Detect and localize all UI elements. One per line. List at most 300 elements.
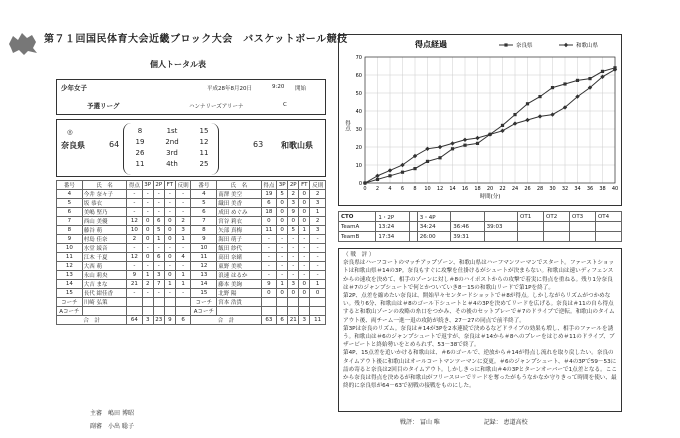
stat-cell: 10	[127, 226, 143, 235]
x-tick-label: 28	[536, 186, 544, 192]
stat-cell	[127, 307, 143, 316]
table-row	[57, 289, 326, 298]
stat-cell	[153, 298, 164, 307]
recorder-name: 恵道高校	[503, 419, 528, 426]
stat-cell: -	[288, 235, 299, 244]
legend-marker	[564, 43, 568, 47]
stat-cell: 0	[142, 226, 153, 235]
period-home-score: 11	[135, 160, 145, 168]
timeout-cell: TeamA	[339, 222, 376, 232]
data-point	[526, 102, 529, 105]
stat-cell: -	[288, 262, 299, 271]
review-paragraph: 奈良県はハーフコートのマッチアップゾーン、和歌山県はハーフマンツーマンでスタート。ファーストショットは和歌山県＃14の3P。奈良もすぐに攻撃を仕掛けるがシュートが決まらない。和歌山は速いディフェンスからの速攻を決めて、相手のゾーンに対し＃8のハイポストからの攻撃で着実に得点を重ねる。残り1分奈良は＃7のジャンプシュートで何とかついていき8－15の和歌山リードで第1Pを終了。	[343, 260, 615, 291]
y-tick-label: 40	[355, 109, 362, 115]
legend-marker	[504, 43, 507, 46]
total-cell: 6	[175, 316, 191, 325]
table-row	[57, 226, 326, 235]
stat-cell: -	[277, 244, 288, 253]
timeout-column-header	[451, 212, 484, 222]
stat-cell: 3	[310, 199, 326, 208]
stat-cell: Aコーチ	[57, 307, 83, 316]
timeout-column-header: OT2	[544, 212, 570, 222]
stat-cell: 1	[277, 280, 288, 289]
stat-cell: 7	[57, 217, 83, 226]
data-point	[538, 95, 541, 98]
stat-cell: 12	[127, 217, 143, 226]
timeout-cell	[409, 232, 417, 242]
player-name: 東野 美咲	[217, 262, 261, 271]
player-name: 宮谷 莉衣	[217, 217, 261, 226]
timeout-cell: 17:34	[376, 232, 409, 242]
timeout-cell: 39:03	[484, 222, 517, 232]
data-point	[450, 141, 454, 145]
x-tick-label: 14	[449, 186, 456, 192]
stat-cell: 0	[142, 217, 153, 226]
column-header: FT	[299, 181, 310, 190]
timeout-cell: 26:00	[417, 232, 450, 242]
stat-cell: 0	[310, 289, 326, 298]
stat-cell: -	[175, 244, 191, 253]
timeout-cell	[544, 232, 570, 242]
chart-svg	[339, 35, 623, 207]
stat-cell: -	[299, 271, 310, 280]
data-point	[425, 147, 429, 151]
stat-cell: 0	[164, 226, 175, 235]
stat-cell: 0	[288, 289, 299, 298]
stat-cell: 6	[57, 208, 83, 217]
data-point	[501, 124, 504, 127]
data-point	[438, 156, 441, 159]
stat-cell: 6	[153, 253, 164, 262]
stat-cell: 5	[57, 199, 83, 208]
stat-cell: 1	[142, 271, 153, 280]
stat-cell: 0	[277, 217, 288, 226]
column-header: 反則	[175, 181, 191, 190]
x-tick-label: 30	[549, 186, 556, 192]
period-label: 1st	[166, 127, 178, 135]
x-tick-label: 38	[599, 186, 606, 192]
stat-cell: -	[127, 244, 143, 253]
sheet-title: 個人トータル表	[150, 60, 206, 69]
table-row	[57, 262, 326, 271]
stat-cell: 11	[57, 253, 83, 262]
player-name	[217, 307, 261, 316]
player-name: 永山 莉央	[82, 271, 126, 280]
stat-cell: -	[142, 190, 153, 199]
stat-cell: -	[299, 262, 310, 271]
timeout-cell	[518, 232, 544, 242]
score-box	[56, 119, 326, 177]
stat-cell: -	[164, 208, 175, 217]
total-cell: 21	[288, 316, 299, 325]
x-tick-label: 16	[461, 186, 469, 192]
stat-cell: 1	[310, 280, 326, 289]
data-point	[476, 142, 479, 145]
y-tick-label: 10	[355, 163, 362, 169]
stat-cell: -	[299, 244, 310, 253]
stat-cell	[175, 307, 191, 316]
stat-cell: -	[310, 244, 326, 253]
stat-cell: 8	[57, 226, 83, 235]
timeout-cell	[569, 222, 595, 232]
y-tick-label: 70	[355, 55, 362, 61]
table-row	[57, 298, 326, 307]
data-point	[525, 118, 529, 122]
stat-cell: -	[288, 253, 299, 262]
player-name: 坂 恭衣	[82, 199, 126, 208]
x-axis-label: 時間(分)	[479, 194, 501, 200]
stat-cell: Aコーチ	[191, 307, 217, 316]
table-row	[57, 244, 326, 253]
stat-cell: -	[277, 235, 288, 244]
stat-cell: 1	[299, 226, 310, 235]
stat-cell	[261, 307, 277, 316]
player-name: 高田 奈緒	[217, 253, 261, 262]
venue: ハンナリーズアリーナ	[189, 104, 244, 110]
column-header: 2P	[153, 181, 164, 190]
stat-cell	[261, 298, 277, 307]
stat-cell: 0	[261, 289, 277, 298]
stat-cell: -	[261, 253, 277, 262]
x-tick-label: 2	[375, 186, 380, 192]
player-name: 村島 佳奈	[82, 235, 126, 244]
stat-cell: -	[261, 271, 277, 280]
timeout-column-header: OT1	[518, 212, 544, 222]
player-name: 長代 紺佳香	[82, 289, 126, 298]
period-label: 4th	[166, 160, 178, 168]
stat-cell: 5	[153, 226, 164, 235]
x-tick-label: 18	[474, 186, 481, 192]
timeout-cell: 36:46	[451, 222, 484, 232]
y-tick-label: 30	[355, 127, 362, 133]
stat-cell: 5	[288, 226, 299, 235]
stat-cell: 9	[288, 208, 299, 217]
period-away-score: 11	[199, 149, 209, 157]
period-row	[124, 127, 220, 135]
column-header: 反則	[310, 181, 326, 190]
review-paragraph: 第3Pは奈良のリズム。奈良は＃14が3Pを2本連続で決めるなどドライブの効果も増し、相手のファールを誘う。和歌山は＃6のジャンプシュートで返すが、奈良は＃14から＃8へのプレーをはじめ＃11のドライブ、ブザービートと終始勢いをとめられず、53－38で終了。	[343, 325, 615, 349]
game-time: 9:20	[272, 84, 285, 90]
table-row	[57, 199, 326, 208]
total-cell: 64	[127, 316, 143, 325]
column-header: 3P	[277, 181, 288, 190]
stat-cell: 21	[127, 280, 143, 289]
stat-cell: 18	[261, 208, 277, 217]
stat-cell: 0	[299, 208, 310, 217]
player-name: 西山 美優	[82, 217, 126, 226]
stat-cell: 0	[164, 217, 175, 226]
table-row	[57, 190, 326, 199]
stat-cell: -	[127, 190, 143, 199]
stat-cell: 6	[261, 199, 277, 208]
stat-cell	[127, 298, 143, 307]
period-away-score: 15	[199, 127, 209, 135]
stat-cell	[142, 307, 153, 316]
stat-cell	[164, 307, 175, 316]
stat-cell	[164, 298, 175, 307]
stat-cell: -	[164, 262, 175, 271]
stat-cell: -	[127, 199, 143, 208]
writer-name: 冨山 唯	[419, 419, 440, 426]
stat-cell: 15	[191, 289, 217, 298]
data-point	[388, 174, 391, 177]
stat-cell: 0	[142, 235, 153, 244]
stat-cell: 0	[277, 226, 288, 235]
table-row	[57, 208, 326, 217]
stat-cell: -	[142, 199, 153, 208]
stat-cell	[153, 307, 164, 316]
period-home-score: 19	[135, 138, 145, 146]
y-tick-label: 0	[358, 181, 362, 187]
stat-cell: -	[142, 262, 153, 271]
data-point	[451, 147, 454, 150]
player-name: 海田 萌子	[217, 235, 261, 244]
stat-cell: 2	[127, 235, 143, 244]
period-row	[124, 138, 220, 146]
total-label: 合 計	[57, 316, 127, 325]
data-point	[438, 145, 442, 149]
stat-cell: 10	[191, 244, 217, 253]
stat-cell: 7	[153, 280, 164, 289]
x-tick-label: 4	[388, 186, 392, 192]
stat-cell: 2	[310, 190, 326, 199]
stat-cell: -	[261, 244, 277, 253]
period-scores	[123, 123, 219, 175]
period-away-score: 25	[199, 160, 209, 168]
stat-cell: 10	[57, 244, 83, 253]
player-name: 大西 萌	[82, 262, 126, 271]
stat-cell: 12	[127, 253, 143, 262]
stat-cell: 14	[57, 280, 83, 289]
period-label: 2nd	[165, 138, 179, 146]
stat-cell: -	[175, 289, 191, 298]
stat-cell: 19	[261, 190, 277, 199]
referee-label: 主審	[90, 410, 103, 417]
stat-cell: 11	[261, 226, 277, 235]
stat-cell	[299, 307, 310, 316]
stat-cell: -	[153, 244, 164, 253]
total-cell: 3	[142, 316, 153, 325]
x-tick-label: 20	[486, 186, 494, 192]
stat-cell: 3	[288, 280, 299, 289]
timeout-cell	[569, 232, 595, 242]
column-header: 2P	[288, 181, 299, 190]
timeout-row	[339, 222, 622, 232]
column-header: 番号	[191, 181, 217, 190]
period-row	[124, 160, 220, 168]
stat-cell: 0	[261, 217, 277, 226]
stat-cell: 3	[310, 226, 326, 235]
away-total-score: 63	[253, 140, 264, 149]
data-point	[375, 174, 379, 178]
stat-cell: 9	[191, 235, 217, 244]
player-name: 矢部 真梅	[217, 226, 261, 235]
period-home-score: 8	[137, 127, 143, 135]
stat-cell: -	[299, 253, 310, 262]
stat-cell: 12	[191, 262, 217, 271]
review-paragraph: 第4P、15点差を追いかける和歌山は、＃6のゴールで、逆放から＃14が得点し流れを取り戻したい。奈良のタイムアウト後に和歌山はオールコートマンツーマンに変更。＃6のジャンプシュート、＃4の3Pで59－53に詰め寄ると奈良は2回目のタイムアウト。しかしきっに和歌山＃4の3Pとターンオーバーで1点差となる。ここから奈良は得点を決めるが和歌山がフリースローでリードを奪ったがもうなかなか守りきって時間を使い、最終的に奈良県が64－63で初戦の接戦をものにした。	[343, 350, 617, 390]
player-name: 江木 千夏	[82, 253, 126, 262]
player-name: 織田 美香	[217, 199, 261, 208]
x-tick-label: 34	[574, 186, 581, 192]
data-point	[463, 138, 467, 142]
stat-cell: 0	[299, 280, 310, 289]
x-tick-label: 22	[499, 186, 506, 192]
x-tick-label: 26	[524, 186, 531, 192]
player-name: 水堂 綾音	[82, 244, 126, 253]
x-tick-label: 12	[436, 186, 444, 192]
stat-cell: 8	[191, 226, 217, 235]
stat-cell: 0	[299, 190, 310, 199]
stat-cell: 0	[164, 253, 175, 262]
umpire-label: 副審	[90, 423, 103, 430]
stat-cell: 2	[310, 217, 326, 226]
stat-cell	[277, 298, 288, 307]
stat-cell: -	[277, 271, 288, 280]
round: 予選リーグ	[87, 102, 120, 110]
data-point	[500, 129, 504, 133]
data-point	[388, 168, 392, 172]
stat-cell: 6	[191, 208, 217, 217]
timeout-cell	[595, 232, 621, 242]
timeout-column-header: CTO	[339, 212, 376, 222]
data-point	[513, 121, 517, 125]
column-header: 得点	[127, 181, 143, 190]
stat-cell: -	[288, 271, 299, 280]
data-point	[513, 113, 516, 116]
total-cell: 3	[299, 316, 310, 325]
player-name: 成田 めぐみ	[217, 208, 261, 217]
stat-cell: -	[153, 190, 164, 199]
player-name: 川崎 弘策	[82, 298, 126, 307]
stat-cell: 9	[57, 235, 83, 244]
umpire-name: 小出 聡子	[108, 423, 134, 430]
x-tick-label: 10	[424, 186, 431, 192]
table-row	[57, 253, 326, 262]
timeout-column-header: 1・2P	[376, 212, 409, 222]
period-home-score: 26	[135, 149, 145, 157]
game-review	[338, 248, 622, 412]
player-name: 藤谷 萌	[82, 226, 126, 235]
stat-cell: 12	[57, 262, 83, 271]
stat-cell: 9	[261, 280, 277, 289]
data-point	[576, 79, 579, 82]
review-paragraph: 第2P、点差を縮めたい奈良は、開始早々センタードショットで＃8が得点。しかしながらリズムがつかめない。残り6分、和歌山は＃8のゴール下シュートと＃4の3Pを決めてリードを広げる。奈良は＃11の自ら得点すると和歌山ゾーンの攻略の糸口をつかみ、その後のセットプレーで＃7のドライブで逆転。和歌山のタイムアウト後、両チーム一進一退の攻防が続き、27－27の同点で前半終了。	[343, 293, 615, 324]
stat-cell: -	[164, 199, 175, 208]
stat-cell: 5	[191, 199, 217, 208]
stat-cell: -	[261, 235, 277, 244]
recorder-label: 記録	[483, 419, 496, 426]
stat-cell: 3	[153, 271, 164, 280]
stat-cell: -	[164, 289, 175, 298]
data-point	[538, 114, 542, 118]
period-away-score: 12	[199, 138, 209, 146]
y-tick-label: 20	[355, 145, 362, 151]
timeout-column-header	[484, 212, 517, 222]
column-header: 番号	[57, 181, 83, 190]
x-tick-label: 6	[400, 186, 405, 192]
x-tick-label: 24	[511, 186, 519, 192]
total-cell: 63	[261, 316, 277, 325]
court: C	[283, 102, 287, 108]
stat-cell: 13	[57, 271, 83, 280]
stat-cell: 14	[191, 280, 217, 289]
review-heading: （ 戦 評 ）	[343, 252, 375, 258]
stat-cell: -	[175, 208, 191, 217]
timeout-cell: 34:24	[417, 222, 450, 232]
stat-cell: 0	[299, 217, 310, 226]
timeout-cell	[518, 222, 544, 232]
stat-cell: 1	[175, 235, 191, 244]
stat-cell: 0	[277, 199, 288, 208]
stat-cell: -	[127, 289, 143, 298]
score-progress-chart	[338, 34, 622, 206]
player-name: 南澤 美空	[217, 190, 261, 199]
period-row	[124, 149, 220, 157]
prefecture-logo	[6, 30, 40, 56]
stat-cell: 1	[164, 280, 175, 289]
x-tick-label: 8	[413, 186, 417, 192]
stat-cell	[142, 298, 153, 307]
stat-cell: 7	[191, 217, 217, 226]
player-name: 北野 陽	[217, 289, 261, 298]
stat-cell: 5	[277, 190, 288, 199]
total-cell: 9	[164, 316, 175, 325]
total-cell: 23	[153, 316, 164, 325]
stat-cell: -	[164, 190, 175, 199]
stat-cell	[277, 307, 288, 316]
stat-cell: 0	[277, 208, 288, 217]
game-date: 平成28年8月20日	[207, 86, 252, 92]
stat-cell: -	[142, 289, 153, 298]
stat-cell: -	[153, 208, 164, 217]
player-stats-table	[56, 180, 326, 325]
stat-cell: -	[277, 262, 288, 271]
total-cell: 6	[277, 316, 288, 325]
stat-cell: 9	[127, 271, 143, 280]
stat-cell: 3	[288, 199, 299, 208]
stat-cell: 0	[299, 289, 310, 298]
data-point	[475, 136, 479, 140]
player-name: 今井 奈々子	[82, 190, 126, 199]
timeout-column-header: OT4	[595, 212, 621, 222]
data-point	[601, 70, 604, 73]
stat-cell: 6	[153, 217, 164, 226]
stat-cell: 1	[175, 271, 191, 280]
data-point	[551, 86, 554, 89]
stat-cell: コーチ	[191, 298, 217, 307]
winner-mark: ◎	[67, 128, 73, 136]
referee-name: 嶋田 博昭	[108, 410, 134, 417]
stat-cell: 2	[175, 217, 191, 226]
total-cell: 11	[310, 316, 326, 325]
data-point	[588, 77, 591, 80]
stat-cell: -	[127, 208, 143, 217]
stat-cell: 1	[310, 208, 326, 217]
stat-cell: 0	[164, 271, 175, 280]
timeout-cell: 39:31	[451, 232, 484, 242]
timeout-cell	[409, 222, 417, 232]
stat-cell: 2	[288, 190, 299, 199]
game-info-box	[56, 79, 326, 115]
stat-cell: 1	[175, 280, 191, 289]
column-header: FT	[164, 181, 175, 190]
category: 少年女子	[61, 84, 87, 92]
stat-cell: -	[175, 199, 191, 208]
writer-label: 戦評	[400, 419, 413, 426]
total-label: 合 計	[191, 316, 261, 325]
timeout-table	[338, 211, 622, 242]
